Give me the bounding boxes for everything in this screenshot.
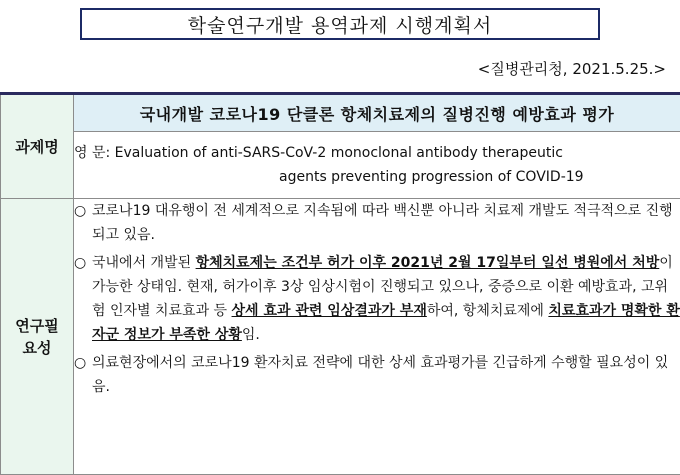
bullet-circle-icon: ○: [74, 203, 87, 219]
bullet-text: 코로나19 대유행이 전 세계적으로 지속됨에 따라 백신뿐 아니라 치료제 개발도 적극적으로 진행되고 있음.: [92, 203, 673, 243]
project-name-label: 과제명: [1, 94, 74, 199]
department-date: <질병관리청, 2021.5.25.>: [477, 60, 666, 78]
text-segment: 하여, 항체치료제에: [426, 303, 549, 319]
bullet-text: 의료현장에서의 코로나19 환자치료 전략에 대한 상세 효과평가를 긴급하게 수행할 필요성이 있음.: [92, 355, 669, 395]
underlined-emphasis: 상세 효과 관련 임상결과가 부재: [231, 303, 427, 319]
underlined-emphasis: 치료효과가 명확한 환자군 정보가 부족한 상황: [92, 303, 680, 343]
bullet-circle-icon: ○: [74, 355, 87, 371]
plan-table: [0, 92, 680, 475]
underlined-emphasis: 항체치료제는 조건부 허가 이후 2021년 2월 17일부터 일선 병원에서 처방: [195, 255, 660, 271]
project-title-english: [74, 132, 680, 199]
text-segment: 국내에서 개발된: [92, 255, 196, 271]
bullet-item: [74, 351, 680, 399]
text-segment: 이 가능한 상태임. 현재, 허가이후 3상 임상시험이 진행되고 있으나, 중증으로 이환 예방효과, 고위험 인자별 치료효과 등: [92, 255, 673, 319]
bullet-text: [92, 251, 680, 347]
english-title-line2: agents preventing progression of COVID-19: [279, 169, 584, 185]
english-title-line1: 영 문: Evaluation of anti-SARS-CoV-2 monoclonal antibody therapeutic: [74, 145, 563, 161]
text-segment: 임.: [241, 327, 260, 343]
necessity-label-line2: 요성: [22, 338, 52, 357]
bullet-item: [74, 199, 680, 247]
necessity-label: [1, 199, 74, 475]
necessity-content: [74, 199, 680, 475]
bullet-circle-icon: ○: [74, 255, 87, 271]
project-title-korean: 국내개발 코로나19 단클론 항체치료제의 질병진행 예방효과 평가: [74, 94, 680, 132]
necessity-label-line1: 연구필: [15, 316, 59, 335]
document-title: 학술연구개발 용역과제 시행계획서: [80, 8, 600, 40]
bullet-item: [74, 251, 680, 347]
